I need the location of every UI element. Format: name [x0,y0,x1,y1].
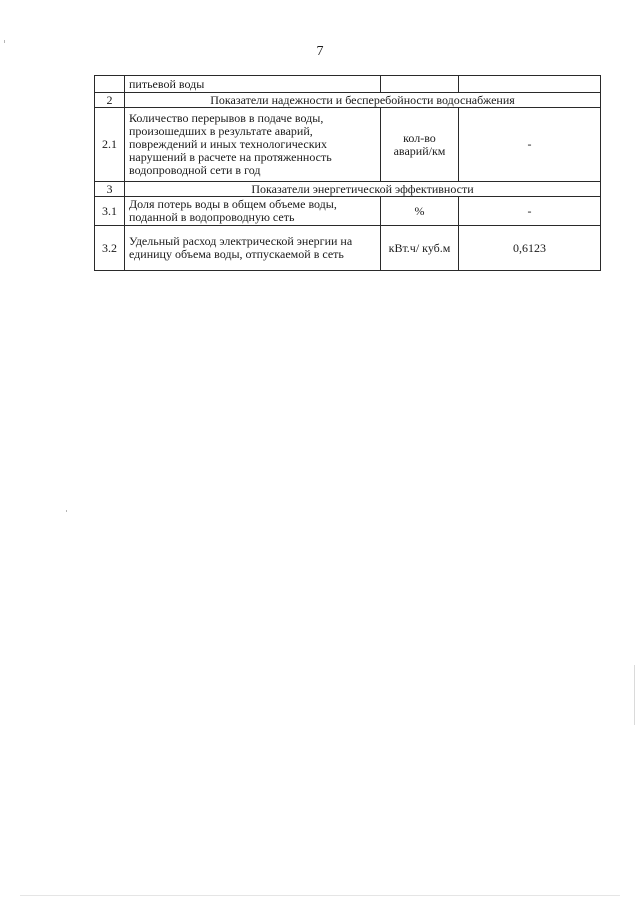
indicator-name-cell: Доля потерь воды в общем объеме воды, поданной в водопроводную сеть [125,197,381,226]
indicators-table [94,75,601,271]
unit-cell: % [381,197,459,226]
unit-cell: кВт.ч/ куб.м [381,226,459,271]
scan-mark [66,510,67,512]
value-cell: 0,6123 [459,226,601,271]
unit-cell: кол-во аварий/км [381,108,459,182]
section-row-reliability [95,93,601,108]
value-cell: - [459,197,601,226]
scan-mark [4,40,5,43]
indicator-name-cell: Количество перерывов в подаче воды, произошедших в результате аварий, повреждений и иных технологических нарушений в расчете на протяженность водопроводной сети в год [125,108,381,182]
section-title-cell: Показатели надежности и бесперебойности водоснабжения [125,93,601,108]
table-row-3-2 [95,226,601,271]
scan-mark [634,665,635,725]
value-cell: - [459,108,601,182]
row-number-cell: 3.1 [95,197,125,226]
scan-mark [20,895,620,896]
indicator-name-cell: Удельный расход электрической энергии на единицу объема воды, отпускаемой в сеть [125,226,381,271]
table-row-continuation [95,76,601,93]
section-row-energy [95,182,601,197]
table-row-2-1 [95,108,601,182]
page-number: 7 [316,44,324,59]
section-title-cell: Показатели энергетической эффективности [125,182,601,197]
row-number-cell: 3.2 [95,226,125,271]
row-number-cell [95,76,125,93]
value-cell [459,76,601,93]
section-number-cell: 3 [95,182,125,197]
unit-cell [381,76,459,93]
table-row-3-1 [95,197,601,226]
row-number-cell: 2.1 [95,108,125,182]
indicator-name-cell: питьевой воды [125,76,381,93]
section-number-cell: 2 [95,93,125,108]
